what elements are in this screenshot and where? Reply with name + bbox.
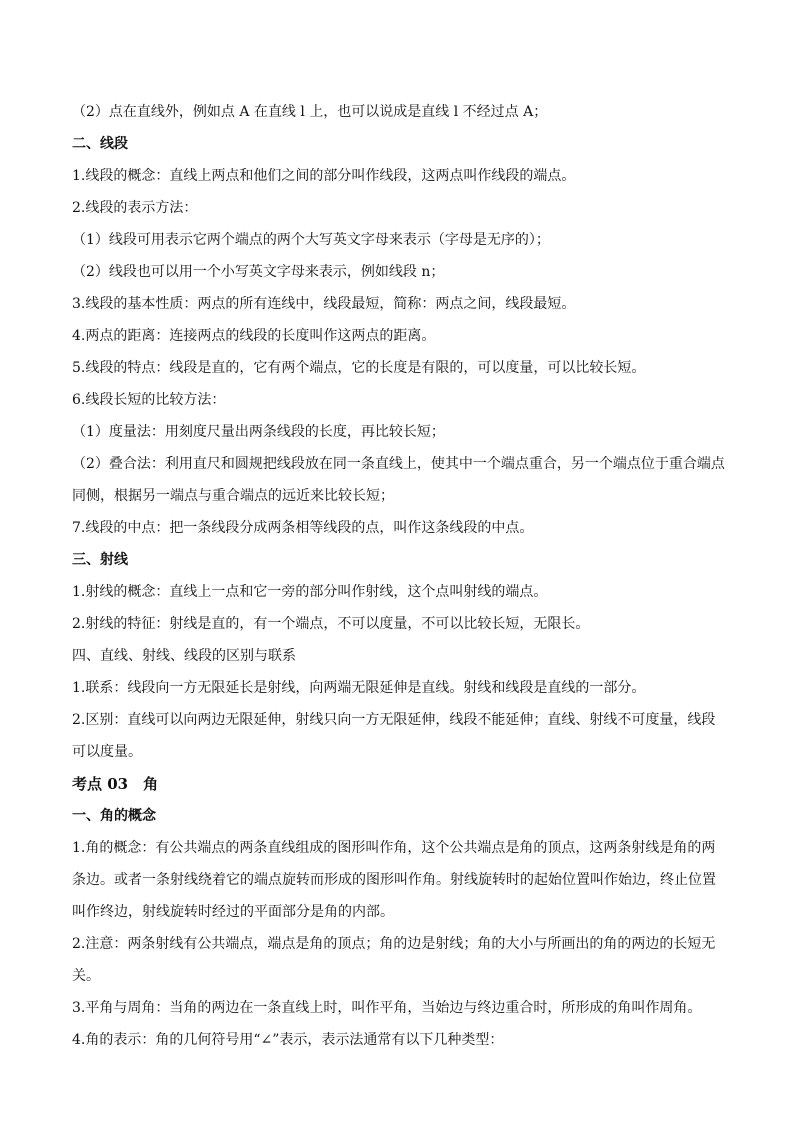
section-heading-angle-concept: 一、角的概念 bbox=[72, 808, 156, 824]
segment-basic-property: 3.线段的基本性质：两点的所有连线中，线段最短，简称：两点之间，线段最短。 bbox=[72, 296, 576, 312]
page-content bbox=[72, 96, 728, 1056]
segment-notation-1: （1）线段可用表示它两个端点的两个大写英文字母来表示（字母是无序的）； bbox=[72, 232, 550, 248]
segment-midpoint: 7.线段的中点：把一条线段分成两条相等线段的点，叫作这条线段的中点。 bbox=[72, 520, 534, 536]
segment-compare-heading: 6.线段长短的比较方法： bbox=[72, 392, 226, 408]
angle-note: 2.注意：两条射线有公共端点，端点是角的顶点；角的边是射线；角的大小与所画出的角的两边的长短无 bbox=[72, 936, 716, 952]
straight-and-full-angle: 3.平角与周角：当角的两边在一条直线上时，叫作平角，当始边与终边重合时，所形成的角叫作周角。 bbox=[72, 1000, 702, 1016]
section-heading-line-segment: 二、线段 bbox=[72, 136, 128, 152]
angle-notation: 4.角的表示：角的几何符号用“∠”表示，表示法通常有以下几种类型： bbox=[72, 1032, 504, 1048]
relation-note: 1.联系：线段向一方无限延长是射线，向两端无限延伸是直线。射线和线段是直线的一部分。 bbox=[72, 680, 646, 696]
angle-concept-cont-1: 条边。或者一条射线绕着它的端点旋转而形成的图形叫作角。射线旋转时的起始位置叫作始边，终止位置 bbox=[72, 872, 716, 888]
angle-note-cont: 关。 bbox=[72, 968, 100, 984]
angle-concept: 1.角的概念：有公共端点的两条直线组成的图形叫作角，这个公共端点是角的顶点，这两条射线是角的两 bbox=[72, 840, 716, 856]
topic-heading-angle: 考点 03 角 bbox=[72, 775, 159, 793]
section-heading-ray: 三、射线 bbox=[72, 552, 128, 568]
point-outside-line-note: （2）点在直线外，例如点 A 在直线 l 上，也可以说成是直线 l 不经过点 A； bbox=[72, 104, 548, 120]
segment-features: 5.线段的特点：线段是直的，它有两个端点，它的长度是有限的，可以度量，可以比较长短。 bbox=[72, 360, 646, 376]
compare-measure-method: （1）度量法：用刻度尺量出两条线段的长度，再比较长短； bbox=[72, 424, 445, 440]
ray-features: 2.射线的特征：射线是直的，有一个端点，不可以度量，不可以比较长短，无限长。 bbox=[72, 616, 590, 632]
segment-notation-heading: 2.线段的表示方法： bbox=[72, 200, 198, 216]
compare-overlap-method: （2）叠合法：利用直尺和圆规把线段放在同一条直线上，使其中一个端点重合，另一个端点位于重合端点 bbox=[72, 456, 725, 472]
compare-overlap-method-cont: 同侧，根据另一端点与重合端点的远近来比较长短； bbox=[72, 488, 394, 504]
distance-between-points: 4.两点的距离：连接两点的线段的长度叫作这两点的距离。 bbox=[72, 328, 436, 344]
difference-note-cont: 可以度量。 bbox=[72, 744, 142, 760]
difference-note: 2.区别：直线可以向两边无限延伸，射线只向一方无限延伸，线段不能延伸；直线、射线不可度量，线段 bbox=[72, 712, 716, 728]
ray-concept: 1.射线的概念：直线上一点和它一旁的部分叫作射线，这个点叫射线的端点。 bbox=[72, 584, 548, 600]
angle-concept-cont-2: 叫作终边，射线旋转时经过的平面部分是角的内部。 bbox=[72, 904, 394, 920]
segment-concept: 1.线段的概念：直线上两点和他们之间的部分叫作线段，这两点叫作线段的端点。 bbox=[72, 168, 576, 184]
segment-notation-2: （2）线段也可以用一个小写英文字母来表示，例如线段 n； bbox=[72, 264, 445, 280]
section-heading-differences: 四、直线、射线、线段的区别与联系 bbox=[72, 648, 296, 664]
